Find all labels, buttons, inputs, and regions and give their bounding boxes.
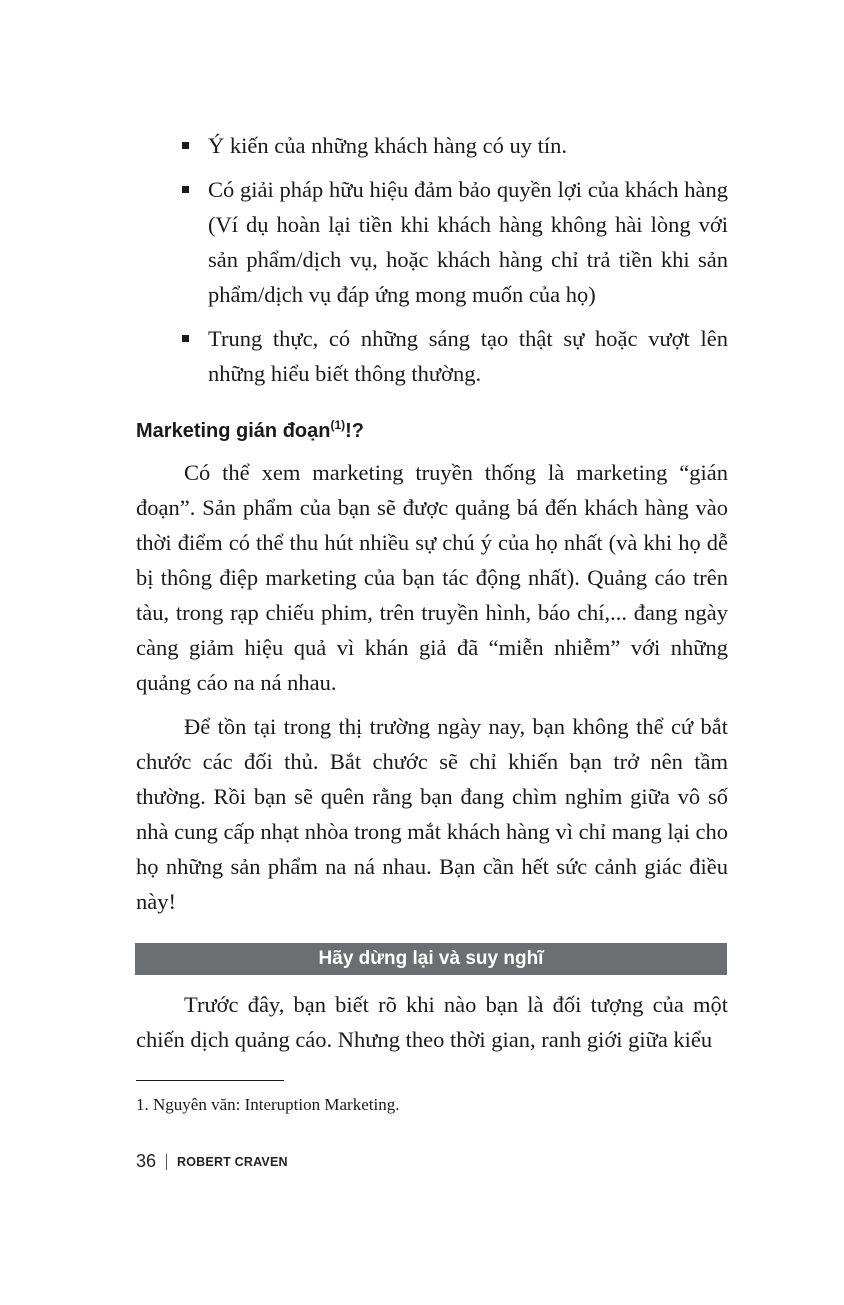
bullet-text: Có giải pháp hữu hiệu đảm bảo quyền lợi của khách hàng (Ví dụ hoàn lại tiền khi khách hàng không hài lòng với sản phẩm/dịch vụ, hoặc khách hàng chỉ trả tiền khi sản phẩm/dịch vụ đáp ứng mong muốn của họ) xyxy=(208,177,728,307)
page-number: 36 xyxy=(136,1151,157,1171)
footnote-reference: (1) xyxy=(330,418,346,432)
footnote-divider xyxy=(136,1080,284,1081)
bullet-item xyxy=(180,128,728,163)
footnote-number: 1. xyxy=(136,1095,149,1114)
footer-separator xyxy=(166,1154,167,1170)
callout-banner: Hãy dừng lại và suy nghĩ xyxy=(135,943,727,975)
section-heading-text: Marketing gián đoạn xyxy=(136,420,331,442)
footnote xyxy=(136,1094,399,1116)
square-bullet-icon xyxy=(182,142,189,149)
body-paragraph: Để tồn tại trong thị trường ngày nay, bạn không thể cứ bắt chước các đối thủ. Bắt chước sẽ chỉ khiến bạn trở nên tầm thường. Rồi bạn sẽ quên rằng bạn đang chìm nghỉm giữa vô số nhà cung cấp nhạt nhòa trong mắt khách hàng vì chỉ mang lại cho họ những sản phẩm na ná nhau. Bạn cần hết sức cảnh giác điều này! xyxy=(136,714,728,914)
bullet-item xyxy=(180,172,728,312)
section-heading-suffix: !? xyxy=(345,420,365,442)
running-author: ROBERT CRAVEN xyxy=(177,1154,288,1169)
square-bullet-icon xyxy=(182,186,189,193)
section-heading xyxy=(136,410,364,446)
bullet-list xyxy=(180,128,728,400)
body-paragraph: Có thể xem marketing truyền thống là marketing “gián đoạn”. Sản phẩm của bạn sẽ được quảng bá đến khách hàng vào thời điểm có thể thu hút nhiều sự chú ý của họ nhất (và khi họ dễ bị thông điệp marketing của bạn tác động nhất). Quảng cáo trên tàu, trong rạp chiếu phim, trên truyền hình, báo chí,... đang ngày càng giảm hiệu quả vì khán giả đã “miễn nhiễm” với những quảng cáo na ná nhau. xyxy=(136,460,728,695)
body-paragraph: Trước đây, bạn biết rõ khi nào bạn là đối tượng của một chiến dịch quảng cáo. Nhưng theo thời gian, ranh giới giữa kiểu xyxy=(136,992,728,1052)
bullet-text: Ý kiến của những khách hàng có uy tín. xyxy=(208,133,567,158)
square-bullet-icon xyxy=(182,335,189,342)
bullet-item xyxy=(180,321,728,391)
page-footer xyxy=(136,1151,288,1172)
bullet-text: Trung thực, có những sáng tạo thật sự hoặc vượt lên những hiểu biết thông thường. xyxy=(208,326,728,386)
footnote-text: Nguyên văn: Interuption Marketing. xyxy=(153,1095,400,1114)
